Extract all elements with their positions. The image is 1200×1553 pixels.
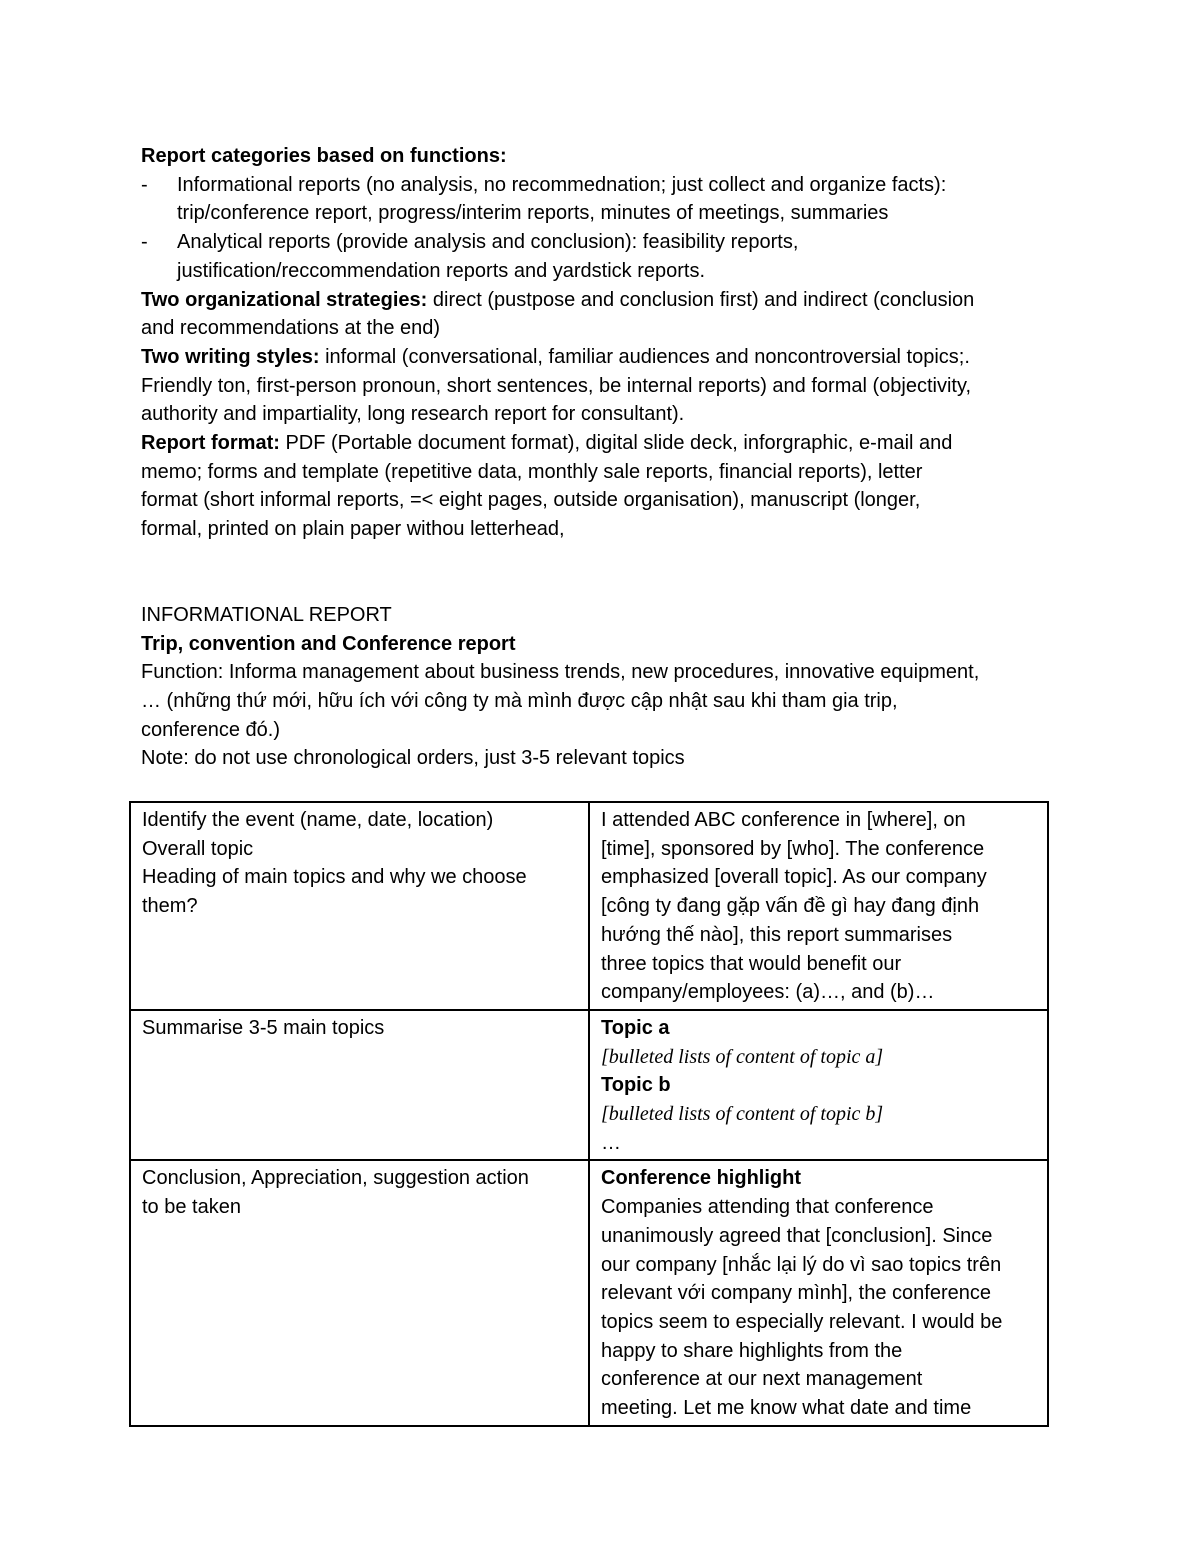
table-cell (589, 802, 1048, 1010)
table-cell (589, 1010, 1048, 1161)
cell-line: emphasized [overall topic]. As our company (601, 866, 987, 889)
cell-line: Heading of main topics and why we choose (142, 866, 527, 889)
styles-label: Two writing styles: (141, 345, 320, 368)
cell-line: Companies attending that conference (601, 1196, 934, 1219)
cell-line: conference at our next management (601, 1368, 923, 1391)
styles-continuation: authority and impartiality, long research report for consultant). (141, 403, 685, 426)
format-label: Report format: (141, 432, 280, 455)
styles-text: informal (conversational, familiar audiences and noncontroversial topics;. (319, 345, 970, 368)
cell-line: three topics that would benefit our (601, 952, 902, 975)
list-item (141, 228, 1051, 285)
dash-bullet: - (141, 231, 148, 254)
document-body (141, 142, 1051, 773)
cell-line: Conclusion, Appreciation, suggestion action (142, 1167, 529, 1190)
styles-continuation: Friendly ton, first-person pronoun, short sentences, be internal reports) and formal (objectivity, (141, 374, 972, 397)
table-row (130, 802, 1048, 1010)
dash-bullet: - (141, 173, 148, 196)
table-cell (130, 802, 589, 1010)
informational-subheading: Trip, convention and Conference report (141, 632, 516, 655)
function-line: … (những thứ mới, hữu ích với công ty mà mình được cập nhật sau khi tham gia trip, (141, 689, 898, 712)
table-cell (130, 1160, 589, 1425)
cell-line: happy to share highlights from the (601, 1339, 903, 1362)
list-item-line: Informational reports (no analysis, no recommednation; just collect and organize facts): (177, 173, 947, 196)
cell-line: hướng thế nào], this report summarises (601, 923, 953, 946)
topic-b-content: [bulleted lists of content of topic b] (601, 1103, 884, 1126)
ellipsis: … (601, 1131, 621, 1154)
list-item-line: trip/conference report, progress/interim reports, minutes of meetings, summaries (177, 202, 889, 225)
cell-line: topics seem to especially relevant. I would be (601, 1310, 1003, 1333)
format-paragraph (141, 429, 1051, 458)
conference-highlight-heading: Conference highlight (601, 1167, 801, 1190)
cell-line: Identify the event (name, date, location) (142, 809, 494, 831)
topic-a-content: [bulleted lists of content of topic a] (601, 1045, 884, 1068)
cell-line: them? (142, 895, 198, 918)
cell-line: company/employees: (a)…, and (b)… (601, 981, 935, 1004)
format-continuation: format (short informal reports, =< eight pages, outside organisation), manuscript (longer, (141, 489, 921, 512)
cell-line: meeting. Let me know what date and time (601, 1397, 972, 1420)
list-item-line: Analytical reports (provide analysis and conclusion): feasibility reports, (177, 231, 799, 254)
strategies-continuation: and recommendations at the end) (141, 317, 441, 340)
report-structure-table (129, 801, 1049, 1427)
note-line: Note: do not use chronological orders, just 3-5 relevant topics (141, 747, 685, 770)
topic-b-heading: Topic b (601, 1074, 671, 1097)
cell-line: our company [nhắc lại lý do vì sao topics trên (601, 1253, 1002, 1276)
cell-line: unanimously agreed that [conclusion]. Since (601, 1224, 993, 1247)
strategies-text: direct (pustpose and conclusion first) and indirect (conclusion (427, 288, 975, 311)
table-cell (130, 1010, 589, 1161)
cell-line: [công ty đang gặp vấn đề gì hay đang định (601, 895, 980, 918)
cell-line: to be taken (142, 1196, 241, 1219)
format-text: PDF (Portable document format), digital slide deck, inforgraphic, e-mail and (279, 432, 953, 455)
format-continuation: formal, printed on plain paper withou letterhead, (141, 518, 565, 541)
table-cell (589, 1160, 1048, 1425)
format-continuation: memo; forms and template (repetitive data, monthly sale reports, financial reports), letter (141, 460, 923, 483)
categories-list (141, 171, 1051, 286)
cell-line: Summarise 3-5 main topics (142, 1016, 385, 1039)
cell-line: Overall topic (142, 837, 254, 860)
strategies-paragraph (141, 286, 1051, 315)
categories-heading: Report categories based on functions: (141, 145, 507, 167)
styles-paragraph (141, 343, 1051, 372)
list-item-line: justification/reccommendation reports and yardstick reports. (177, 259, 706, 282)
cell-line: relevant với company mình], the conference (601, 1282, 991, 1305)
informational-heading: INFORMATIONAL REPORT (141, 603, 392, 626)
table-row (130, 1010, 1048, 1161)
spacer (141, 544, 1051, 601)
list-item (141, 171, 1051, 228)
strategies-label: Two organizational strategies: (141, 288, 428, 311)
function-line: conference đó.) (141, 718, 280, 741)
cell-line: [time], sponsored by [who]. The conference (601, 837, 985, 860)
topic-a-heading: Topic a (601, 1016, 670, 1039)
cell-line: I attended ABC conference in [where], on (601, 809, 966, 831)
table-row (130, 1160, 1048, 1425)
function-line: Function: Informa management about business trends, new procedures, innovative equipment, (141, 661, 980, 684)
